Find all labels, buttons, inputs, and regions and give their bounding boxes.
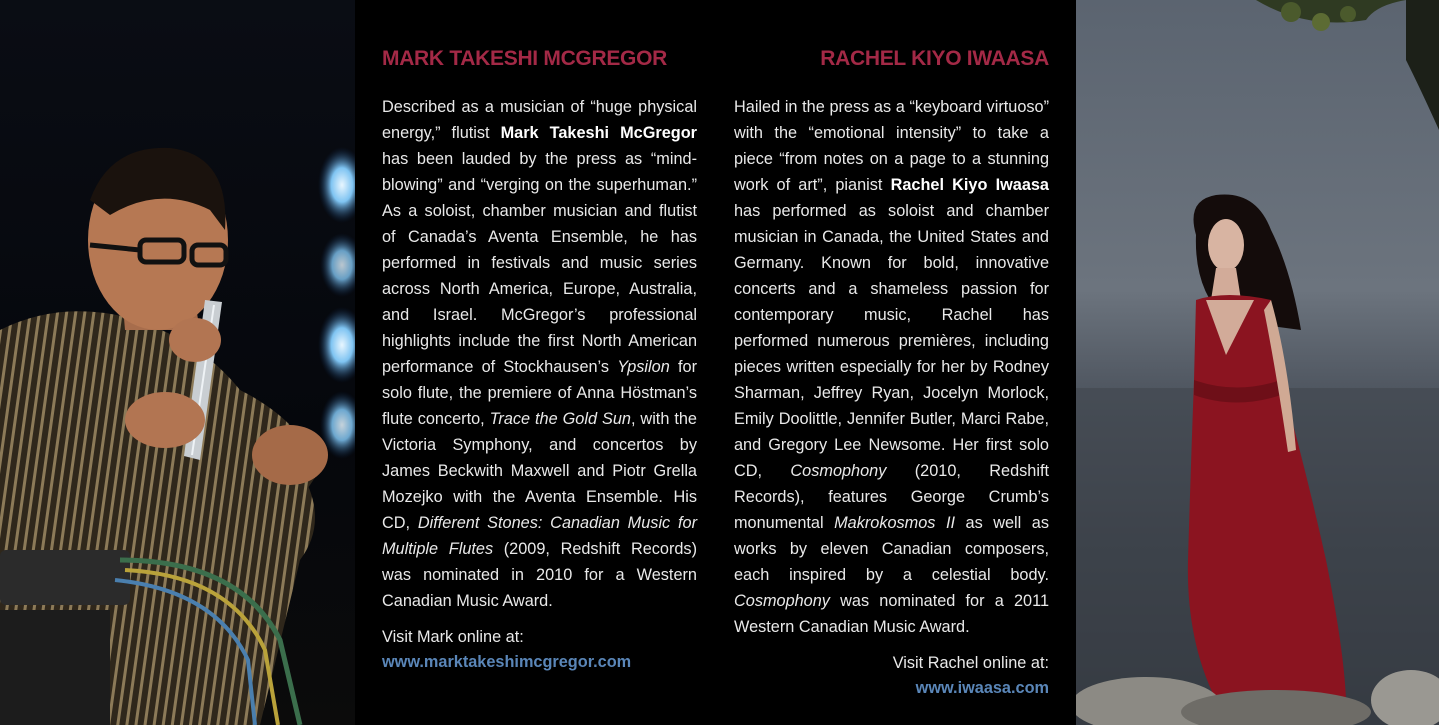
bio-panel	[355, 0, 1076, 725]
bio-text: Described as a musician of “huge physical energy,” flutist	[382, 98, 697, 142]
bio-work-title: Ypsilon	[617, 358, 670, 376]
bio-text: , with the Victoria Symphony, and concertos by James Beckwith Maxwell and Piotr Grella Mozejko with the Aventa Ensemble. His CD,	[382, 410, 697, 532]
bio-text: was nominated for a 2011 Western Canadian Music Award.	[734, 592, 1049, 636]
bio-text: (2010, Redshift Records), features George Crumb’s monumental	[734, 462, 1049, 532]
pianist-photo	[1076, 0, 1439, 725]
bio-text: Hailed in the press as a “keyboard virtuoso” with the “emotional intensity” to take a piece “from notes on a page to a stunning work of art”, pianist	[734, 98, 1049, 194]
visit-label-rachel: Visit Rachel online at:	[892, 654, 1049, 672]
bio-text: for solo flute, the premiere of Anna Höstman’s flute concerto,	[382, 358, 697, 428]
website-link-rachel[interactable]: www.iwaasa.com	[915, 679, 1049, 697]
artist-bio-rachel	[734, 94, 1049, 640]
right-artist-column	[734, 44, 1049, 701]
bio-work-title: Cosmophony	[734, 592, 830, 610]
bio-text: has performed as soloist and chamber musician in Canada, the United States and Germany. Known for bold, innovative concerts and a shameless passion for contemporary music, Rachel has performed numerous premières, including pieces written especially for her by Rodney Sharman, Jeffrey Ryan, Jocelyn Morlock, Emily Doolittle, Jennifer Butler, Marci Rabe, and Gregory Lee Newsome. Her first solo CD,	[734, 202, 1049, 480]
visit-block-rachel	[734, 651, 1049, 701]
flutist-photo	[0, 0, 355, 725]
flutist-illustration	[0, 0, 355, 725]
bio-artist-name: Mark Takeshi McGregor	[500, 124, 697, 142]
bio-text: as well as works by eleven Canadian composers, each inspired by a celestial body.	[734, 514, 1049, 584]
bio-work-title: Makrokosmos II	[834, 514, 955, 532]
website-link-mark[interactable]: www.marktakeshimcgregor.com	[382, 653, 632, 671]
left-artist-column	[382, 44, 697, 675]
bio-work-title: Trace the Gold Sun	[489, 410, 631, 428]
bio-text: has been lauded by the press as “mind-blowing” and “verging on the superhuman.” As a soloist, chamber musician and flutist of Canada’s Aventa Ensemble, he has performed in festivals and music series across North America, Europe, Australia, and Israel. McGregor’s professional highlights include the first North American performance of Stockhausen’s	[382, 150, 697, 376]
bio-artist-name: Rachel Kiyo Iwaasa	[890, 176, 1049, 194]
visit-block-mark	[382, 625, 697, 675]
bio-work-title: Different Stones: Canadian Music for Multiple Flutes	[382, 514, 698, 558]
bio-work-title: Cosmophony	[790, 462, 887, 480]
visit-label-mark: Visit Mark online at:	[382, 628, 524, 646]
artist-name-mark: MARK TAKESHI MCGREGOR	[382, 47, 667, 70]
artist-name-rachel: RACHEL KIYO IWAASA	[820, 47, 1049, 70]
pianist-illustration	[1076, 0, 1439, 725]
artist-bio-mark	[382, 94, 697, 614]
bio-text: (2009, Redshift Records) was nominated in 2010 for a Western Canadian Music Award.	[382, 540, 697, 610]
